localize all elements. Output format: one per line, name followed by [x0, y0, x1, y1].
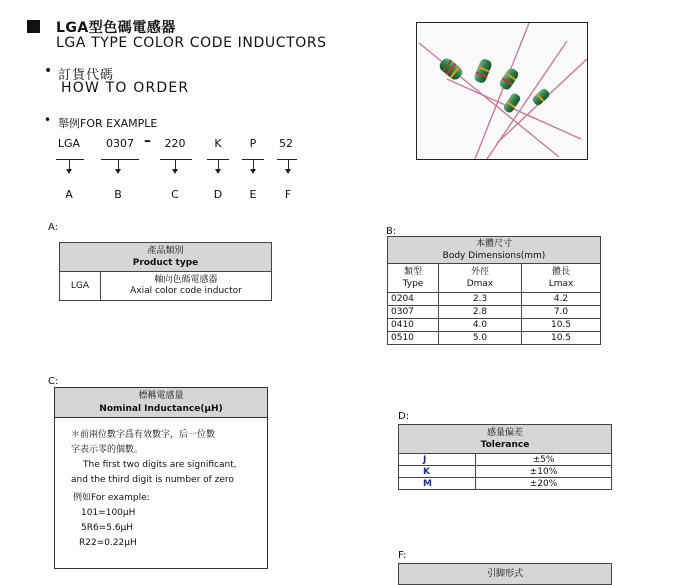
note-en-line-2: and the third digit is number of zero [71, 475, 234, 485]
note-cn-line-2: 字表示零的個數。 [71, 445, 144, 455]
product-type-header-en: Product type [132, 258, 199, 268]
tolerance-code: M [399, 478, 476, 490]
nominal-inductance-header [55, 388, 267, 418]
body-dimensions-header-cn: 本體尺寸 [475, 239, 512, 249]
code-letter-e: E [249, 188, 257, 201]
example-line: 101=100μH [81, 508, 136, 518]
code-letter-c: C [171, 188, 179, 201]
tolerance-header-cn: 感量偏差 [486, 428, 523, 438]
arrow-down-icon [175, 160, 176, 170]
cell-dmax: 2.3 [439, 293, 522, 306]
body-dimensions-header-en: Body Dimensions(mm) [442, 251, 546, 261]
product-type-desc-en: Axial color code inductor [130, 286, 242, 296]
order-heading-en: HOW TO ORDER [61, 80, 190, 96]
section-b-label: B: [386, 226, 397, 237]
table-row [388, 306, 601, 319]
nominal-inductance-box [54, 387, 268, 569]
example-line: R22=0.22μH [79, 538, 137, 548]
cell-type: 0510 [388, 332, 439, 345]
column-header-dmax [439, 264, 522, 293]
section-f-label: F: [398, 550, 407, 561]
order-heading-cn: 訂貨代碼 [58, 68, 115, 83]
section-a-label: A: [48, 222, 59, 233]
tolerance-value: ±5% [476, 454, 612, 466]
code-underline [160, 159, 192, 160]
arrow-down-icon [118, 160, 119, 170]
lead-form-header [398, 563, 612, 585]
cell-dmax: 4.0 [439, 319, 522, 332]
code-dash: – [144, 133, 151, 149]
tolerance-code: K [399, 466, 476, 478]
cell-type: 0410 [388, 319, 439, 332]
page-title-en: LGA TYPE COLOR CODE INDUCTORS [56, 35, 327, 51]
code-segment-e: P [249, 137, 257, 150]
bullet-icon: • [44, 113, 52, 127]
example-label: 舉例FOR EXAMPLE [58, 117, 158, 130]
table-row [399, 454, 612, 466]
tolerance-header-en: Tolerance [480, 440, 530, 450]
note-cn-line-1: ＊前兩位數字爲有效數字，后一位數 [71, 430, 216, 440]
code-letter-f: F [284, 188, 292, 201]
example-line: 5R6=5.6μH [81, 523, 134, 533]
cell-lmax: 10.5 [522, 319, 601, 332]
code-letter-d: D [213, 188, 223, 201]
tolerance-value: ±20% [476, 478, 612, 490]
nominal-inductance-header-en: Nominal Inductance(μH) [99, 404, 223, 414]
product-photo [416, 22, 588, 160]
table-row [388, 319, 601, 332]
column-header-type [388, 264, 439, 293]
page-title-cn: LGA型色碼電感器 [56, 20, 176, 36]
code-segment-b: 0307 [106, 137, 134, 150]
tolerance-code: J [399, 454, 476, 466]
table-row [388, 332, 601, 345]
code-segment-a: LGA [57, 137, 81, 150]
title-square-icon [27, 20, 40, 33]
table-row [399, 478, 612, 490]
cell-lmax: 7.0 [522, 306, 601, 319]
cell-lmax: 4.2 [522, 293, 601, 306]
cell-lmax: 10.5 [522, 332, 601, 345]
arrow-down-icon [288, 160, 289, 170]
nominal-inductance-header-cn: 標稱電感量 [138, 391, 184, 401]
section-c-label: C: [48, 376, 59, 387]
cell-dmax: 5.0 [439, 332, 522, 345]
table-row [388, 293, 601, 306]
column-header-dmax-en: Dmax [466, 279, 494, 289]
code-underline [101, 159, 139, 160]
code-underline [56, 159, 84, 160]
arrow-down-icon [69, 160, 70, 170]
column-header-type-en: Type [402, 279, 424, 289]
body-dimensions-header [388, 237, 601, 264]
product-type-desc [101, 272, 272, 301]
bullet-icon: • [44, 63, 53, 79]
column-header-lmax-en: Lmax [548, 279, 574, 289]
code-segment-c: 220 [164, 137, 186, 150]
product-type-code: LGA [60, 272, 101, 301]
code-underline [277, 159, 297, 160]
code-segment-d: K [214, 137, 222, 150]
cell-type: 0204 [388, 293, 439, 306]
product-type-header [60, 243, 272, 272]
arrow-down-icon [218, 160, 219, 170]
column-header-lmax [522, 264, 601, 293]
tolerance-table [398, 424, 612, 490]
arrow-down-icon [253, 160, 254, 170]
code-letter-b: B [114, 188, 122, 201]
product-type-desc-cn: 軸向色碼電感器 [154, 275, 218, 285]
example-heading: 例如For example: [73, 493, 150, 503]
product-type-table [59, 242, 272, 301]
lead-form-header-cn: 引脚形式 [486, 569, 523, 579]
cell-dmax: 2.8 [439, 306, 522, 319]
section-d-label: D: [398, 411, 410, 422]
body-dimensions-table [387, 236, 601, 345]
table-row [399, 466, 612, 478]
tolerance-header [399, 425, 612, 454]
product-type-header-cn: 產品類別 [147, 246, 184, 256]
code-letter-a: A [65, 188, 73, 201]
column-header-dmax-cn: 外徑 [470, 267, 489, 277]
column-header-lmax-cn: 體長 [551, 267, 570, 277]
nominal-inductance-body [55, 418, 267, 551]
tolerance-value: ±10% [476, 466, 612, 478]
code-segment-f: 52 [279, 137, 293, 150]
column-header-type-cn: 類型 [403, 267, 422, 277]
cell-type: 0307 [388, 306, 439, 319]
note-en-line-1: The first two digits are significant, [83, 460, 237, 470]
